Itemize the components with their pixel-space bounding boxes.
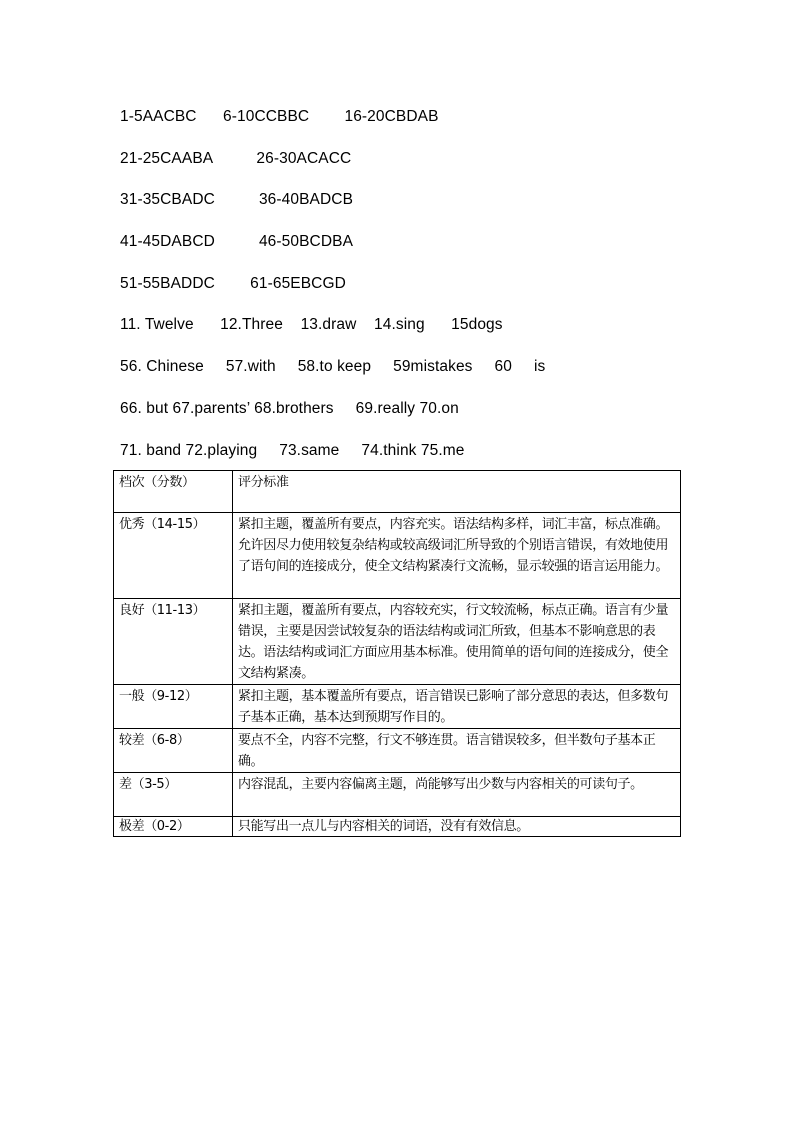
header-level-cell: 档次（分数） xyxy=(114,471,233,513)
answer-line-5: 51-55BADDC 61-65EBCGD xyxy=(120,274,346,292)
table-row xyxy=(114,685,681,729)
header-criteria-cell: 评分标准 xyxy=(233,471,681,513)
table-row xyxy=(114,599,681,685)
level-cell: 良好（11-13） xyxy=(114,599,233,685)
table-row xyxy=(114,729,681,773)
level-cell: 一般（9-12） xyxy=(114,685,233,729)
table-header-row xyxy=(114,471,681,513)
answer-line-4: 41-45DABCD 46-50BCDBA xyxy=(120,233,354,251)
answer-line-9: 71. band 72.playing 73.same 74.think 75.me xyxy=(120,441,465,459)
level-cell: 较差（6-8） xyxy=(114,729,233,773)
answer-line-8: 66. but 67.parents’ 68.brothers 69.really 70.on xyxy=(120,399,459,417)
criteria-cell: 紧扣主题，覆盖所有要点，内容较充实，行文较流畅，标点正确。语言有少量错误，主要是因尝试较复杂的语法结构或词汇所致，但基本不影响意思的表达。语法结构或词汇方面应用基本标准。使用简单的语句间的连接成分，使全文结构紧凑。 xyxy=(233,599,681,685)
level-cell: 差（3-5） xyxy=(114,773,233,817)
answer-line-1: 1-5AACBC 6-10CCBBC 16-20CBDAB xyxy=(120,108,439,125)
answer-line-2: 21-25CAABA 26-30ACACC xyxy=(120,149,352,167)
table-row xyxy=(114,773,681,817)
scoring-rubric-table xyxy=(113,470,681,837)
level-cell: 极差（0-2） xyxy=(114,817,233,837)
answer-line-6: 11. Twelve 12.Three 13.draw 14.sing 15dogs xyxy=(120,316,503,334)
criteria-cell: 紧扣主题，基本覆盖所有要点，语言错误已影响了部分意思的表达，但多数句子基本正确，基本达到预期写作目的。 xyxy=(233,685,681,729)
criteria-cell: 内容混乱，主要内容偏离主题，尚能够写出少数与内容相关的可读句子。 xyxy=(233,773,681,817)
level-cell: 优秀（14-15） xyxy=(114,513,233,599)
criteria-cell: 要点不全，内容不完整，行文不够连贯。语言错误较多，但半数句子基本正确。 xyxy=(233,729,681,773)
answer-line-7: 56. Chinese 57.with 58.to keep 59mistakes 60 is xyxy=(120,358,546,376)
criteria-cell: 紧扣主题，覆盖所有要点，内容充实。语法结构多样，词汇丰富，标点准确。允许因尽力使用较复杂结构或较高级词汇所导致的个别语言错误，有效地使用了语句间的连接成分，使全文结构紧凑行文流畅，显示较强的语言运用能力。 xyxy=(233,513,681,599)
table-row xyxy=(114,817,681,837)
answer-key xyxy=(120,104,720,479)
criteria-cell: 只能写出一点儿与内容相关的词语，没有有效信息。 xyxy=(233,817,681,837)
table-row xyxy=(114,513,681,599)
answer-line-3: 31-35CBADC 36-40BADCB xyxy=(120,191,354,209)
